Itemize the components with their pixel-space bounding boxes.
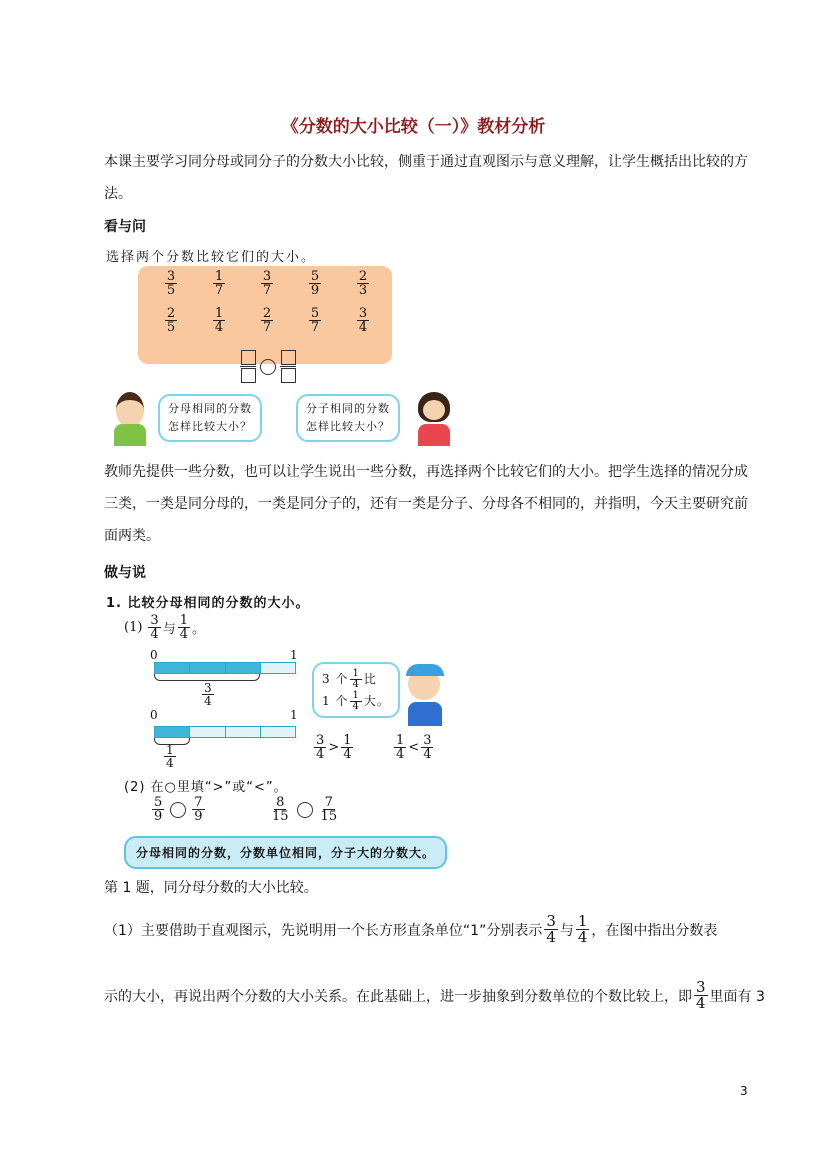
question-1-note: 第 1 题，同分母分数的大小比较。 <box>104 880 318 896</box>
number-line-bottom-tick-0: 0 <box>150 708 158 722</box>
number-line-top-tick-0: 0 <box>150 648 158 662</box>
speech-bubble-left: 分母相同的分数 怎样比较大小？ <box>158 394 262 442</box>
compare-circle <box>260 359 276 375</box>
speech-bubble-comparison: 3 个 $\frac{1}{4}$ 比 1 个 $\frac{1}{4}$ 大。 <box>312 662 400 718</box>
explanation-line-1: （1）主要借助于直观图示，先说明用一个长方形直条单位“1”分别表示 $\frac{3}{4}$ 与 $\frac{1}{4}$ ，在图中指出分数表 <box>104 912 718 946</box>
inequality-one-quarter-lt-three-quarters: $\frac{1}{4}$ < $\frac{3}{4}$ <box>396 733 432 762</box>
girl-illustration <box>416 392 452 444</box>
fraction-card-item[interactable]: $\frac{3}{5}$ <box>166 269 176 298</box>
page-title: 《分数的大小比较（一）》教材分析 <box>281 117 546 137</box>
boy-with-cap-illustration <box>404 664 448 724</box>
fraction-row-2 <box>138 307 392 347</box>
brace-three-quarters <box>154 674 260 681</box>
label-one-quarter: $\frac{1}{4}$ <box>166 743 174 770</box>
figure-do-say <box>104 590 464 870</box>
fraction-card-item[interactable]: $\frac{2}{3}$ <box>358 269 368 298</box>
fraction-bar-one-quarter <box>154 726 296 738</box>
answer-circle[interactable] <box>170 802 186 818</box>
boy-illustration <box>112 392 148 444</box>
explanation-line-2: 示的大小，再说出两个分数的大小关系。在此基础上，进一步抽象到分数单位的个数比较上，即 $\frac{3}{4}$ 里面有 3 <box>104 978 765 1012</box>
number-line-top-tick-1: 1 <box>290 648 298 662</box>
compare-eight-fifteenths-seven-fifteenths: $\frac{8}{15}$ $\frac{7}{15}$ <box>272 795 338 824</box>
fraction-card-item[interactable]: $\frac{2}{7}$ <box>262 306 272 335</box>
compare-five-ninths-seven-ninths: $\frac{5}{9}$ $\frac{7}{9}$ <box>154 795 203 824</box>
teaching-paragraph: 教师先提供一些分数，也可以让学生说出一些分数，再选择两个比较它们的大小。把学生选择的情况分成三类，一类是同分母的，一类是同分子的，还有一类是分子、分母各不相同的，并指明，今天主要研究前面两类。 <box>104 464 748 544</box>
question-1-part-1: (1) $\frac{3}{4}$ 与 $\frac{1}{4}$ 。 <box>124 613 206 642</box>
section-heading-look-ask: 看与问 <box>104 219 146 235</box>
page-number: 3 <box>740 1084 748 1098</box>
fraction-card-item[interactable]: $\frac{3}{4}$ <box>358 306 368 335</box>
speech-bubble-right: 分子相同的分数 怎样比较大小？ <box>296 394 400 442</box>
fraction-card-item[interactable]: $\frac{1}{7}$ <box>214 269 224 298</box>
intro-paragraph: 本课主要学习同分母或同分子的分数大小比较，侧重于通过直观图示与意义理解，让学生概括出比较的方法。 <box>104 154 748 202</box>
fraction-card-item[interactable]: $\frac{2}{5}$ <box>166 306 176 335</box>
fraction-bar-three-quarters <box>154 662 296 674</box>
fraction-card-item[interactable]: $\frac{5}{7}$ <box>310 306 320 335</box>
section-heading-do-say: 做与说 <box>104 565 146 581</box>
question-1-part-2: (2) 在○里填“>”或“<”。 <box>124 780 288 795</box>
fraction-card-item[interactable]: $\frac{5}{9}$ <box>310 269 320 298</box>
figure-look-ask <box>104 244 464 444</box>
rule-summary-box: 分母相同的分数，分数单位相同，分子大的分数大。 <box>124 836 447 869</box>
number-line-bottom-tick-1: 1 <box>290 708 298 722</box>
fraction-card-item[interactable]: $\frac{1}{4}$ <box>214 306 224 335</box>
inequality-three-quarters-gt-one-quarter: $\frac{3}{4}$ > $\frac{1}{4}$ <box>316 733 352 762</box>
fraction-row-1 <box>138 270 392 310</box>
question-1-text: 1. 比较分母相同的分数的大小。 <box>106 596 310 611</box>
answer-circle[interactable] <box>297 802 313 818</box>
compare-template <box>240 350 296 383</box>
label-three-quarters: $\frac{3}{4}$ <box>204 681 212 708</box>
fraction-card-item[interactable]: $\frac{3}{7}$ <box>262 269 272 298</box>
figure-caption: 选择两个分数比较它们的大小。 <box>106 250 317 265</box>
